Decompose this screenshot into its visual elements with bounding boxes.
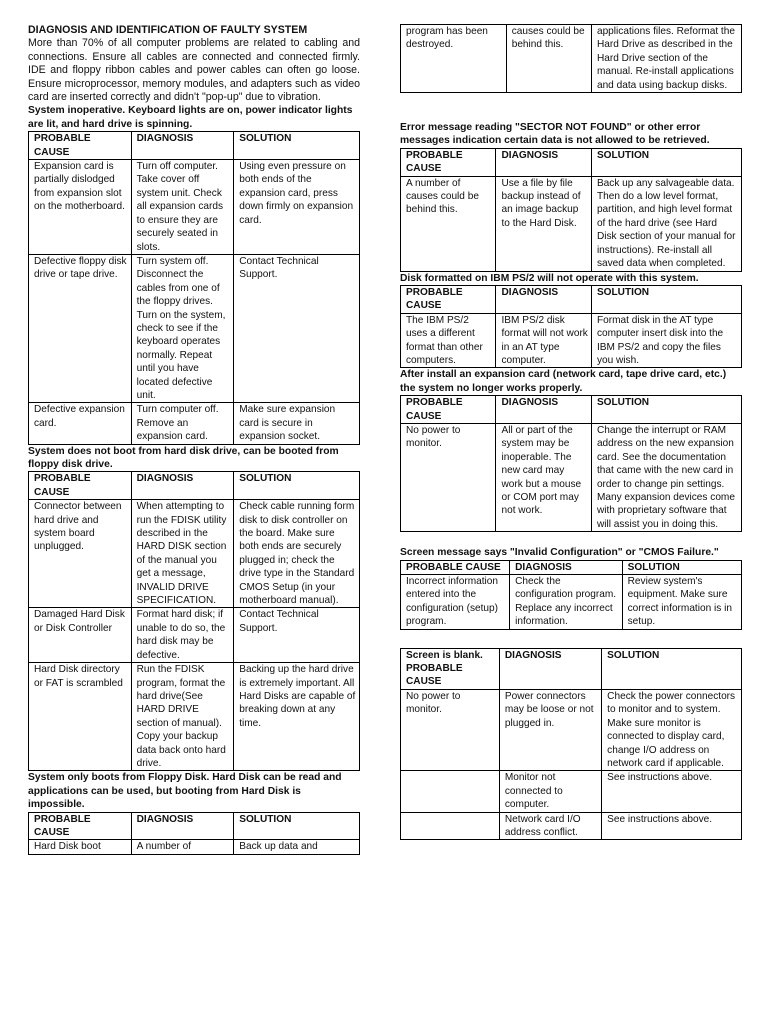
cell-diagnosis: All or part of the system may be inoperable. The new card may work but a mouse or COM port may not work. [496, 423, 591, 531]
cell-solution: Review system's equipment. Make sure correct information is in setup. [622, 575, 741, 630]
header-diagnosis: DIAGNOSIS [131, 472, 234, 500]
table-header-row [401, 285, 742, 313]
cell-solution: Format disk in the AT type computer insert disk into the IBM PS/2 and copy the files you wish. [591, 313, 741, 368]
cell-solution: Check cable running form disk to disk controller on the board. Make sure both ends are securely plugged in; check the drive type in the Standard CMOS Setup (in your motherboard manual). [234, 500, 360, 608]
cell-cause: Connector between hard drive and system board unplugged. [29, 500, 132, 608]
header-solution: SOLUTION [234, 472, 360, 500]
cell-diagnosis: Turn off computer. Take cover off system unit. Check all expansion cards to ensure they are securely seated in slots. [131, 160, 234, 255]
table-ibm-ps2 [400, 285, 742, 368]
table-screen-blank [400, 648, 742, 841]
table-row [29, 663, 360, 771]
section-title-floppy-only-boot: System only boots from Floppy Disk. Hard Disk can be read and applications can be used, but booting from Hard Disk is impossible. [28, 772, 342, 811]
header-solution: SOLUTION [591, 148, 741, 176]
left-column [28, 24, 360, 855]
cell-diagnosis: Format hard disk; if unable to do so, the hard disk may be defective. [131, 608, 234, 663]
cell-solution: Check the power connectors to monitor and to system. Make sure monitor is connected to display card, change I/O address on network card if applicable. [602, 689, 742, 770]
header-solution: SOLUTION [591, 285, 741, 313]
cell-cause: Expansion card is partially dislodged from expansion slot on the motherboard. [29, 160, 132, 255]
table-row [29, 403, 360, 444]
header-solution: SOLUTION [591, 396, 741, 424]
header-solution: SOLUTION [234, 132, 360, 160]
table-sector-not-found [400, 148, 742, 272]
cell-diagnosis: A number of [131, 840, 234, 854]
cell-solution: Make sure expansion card is secure in expansion socket. [234, 403, 360, 444]
cell-solution: Change the interrupt or RAM address on the new expansion card. See the documentation that came with the new card in order to change pin settings. Many expansion devices come with proprietary software that will assist you in doing this. [591, 423, 741, 531]
cell-diagnosis: causes could be behind this. [506, 25, 591, 93]
cell-diagnosis: Turn computer off. Remove an expansion card. [131, 403, 234, 444]
intro-paragraph: More than 70% of all computer problems are related to cabling and connections. Ensure all cables are connected and connected firmly. IDE and floppy ribbon cables and power cables can often go loose. Ensure microprocessor, memory modules, and adapters such as video card are inserted correctly and didn't "pop-up" due to vibration. [28, 37, 360, 104]
table-header-row [29, 812, 360, 840]
header-probable-cause: PROBABLE CAUSE [401, 148, 496, 176]
cell-diagnosis: Turn system off. Disconnect the cables from one of the floppy drives. Turn on the system, check to see if the keyboard operates normally. Repeat until you have located defective unit. [131, 254, 234, 402]
cell-solution: Contact Technical Support. [234, 254, 360, 402]
cell-cause: Defective expansion card. [29, 403, 132, 444]
cell-diagnosis: Power connectors may be loose or not plugged in. [499, 689, 601, 770]
cell-solution: Contact Technical Support. [234, 608, 360, 663]
header-probable-cause: PROBABLE CAUSE [401, 396, 496, 424]
table-row [401, 25, 742, 93]
table-no-boot-hdd [28, 471, 360, 771]
cell-diagnosis: Network card I/O address conflict. [499, 812, 601, 840]
table-continuation [400, 24, 742, 93]
cell-diagnosis: When attempting to run the FDISK utility described in the HARD DISK section of the manual you get a message, INVALID DRIVE SPECIFICATION. [131, 500, 234, 608]
cell-cause: Hard Disk directory or FAT is scrambled [29, 663, 132, 771]
table-row [401, 313, 742, 368]
header-solution: SOLUTION [622, 560, 741, 574]
cell-cause: Damaged Hard Disk or Disk Controller [29, 608, 132, 663]
table-row [401, 176, 742, 271]
cell-solution: See instructions above. [602, 812, 742, 840]
table-header-row [401, 648, 742, 689]
table-row [29, 160, 360, 255]
table-row [29, 840, 360, 854]
cell-cause: A number of causes could be behind this. [401, 176, 496, 271]
cell-cause [401, 812, 500, 840]
table-row [401, 771, 742, 812]
cell-diagnosis: Use a file by file backup instead of an image backup to the Hard Disk. [496, 176, 591, 271]
table-floppy-only-boot [28, 812, 360, 855]
header-probable-cause: PROBABLE CAUSE [401, 285, 496, 313]
header-diagnosis: DIAGNOSIS [496, 148, 591, 176]
cell-solution: Back up any salvageable data. Then do a low level format, partition, and high level format of the hard drive (see Hard Disk section of your manual for instructions). Re-install all saved data when completed. [591, 176, 741, 271]
cell-solution: See instructions above. [602, 771, 742, 812]
table-row [401, 423, 742, 531]
cell-cause: No power to monitor. [401, 423, 496, 531]
section-title-expansion-card: After install an expansion card (network card, tape drive card, etc.) the system no longer works properly. [400, 369, 727, 394]
cell-cause: Incorrect information entered into the configuration (setup) program. [401, 575, 510, 630]
header-diagnosis: DIAGNOSIS [496, 285, 591, 313]
cell-diagnosis: IBM PS/2 disk format will not work in an AT type computer. [496, 313, 591, 368]
table-system-inoperative [28, 131, 360, 444]
header-solution: SOLUTION [234, 812, 360, 840]
table-row [29, 608, 360, 663]
table-header-row [29, 132, 360, 160]
cell-solution: Using even pressure on both ends of the expansion card, press down firmly on expansion card. [234, 160, 360, 255]
table-row [401, 689, 742, 770]
table-row [29, 254, 360, 402]
cell-cause: No power to monitor. [401, 689, 500, 770]
cell-diagnosis: Run the FDISK program, format the hard drive(See HARD DRIVE section of manual). Copy your backup data back onto hard drive. [131, 663, 234, 771]
header-solution: SOLUTION [602, 648, 742, 689]
table-row [401, 812, 742, 840]
table-header-row [401, 396, 742, 424]
section-title-cmos-failure: Screen message says "Invalid Configuration" or "CMOS Failure." [400, 547, 719, 559]
right-column [400, 24, 742, 840]
header-diagnosis: DIAGNOSIS [131, 812, 234, 840]
cell-cause: program has been destroyed. [401, 25, 507, 93]
cell-solution: applications files. Reformat the Hard Drive as described in the Hard Drive section of the manual. Re-install applications and data using backup disks. [591, 25, 741, 93]
table-header-row [29, 472, 360, 500]
table-header-row [401, 560, 742, 574]
section-title-ibm-ps2: Disk formatted on IBM PS/2 will not operate with this system. [400, 272, 699, 284]
header-screen-blank-cause: Screen is blank. PROBABLE CAUSE [401, 648, 500, 689]
header-diagnosis: DIAGNOSIS [131, 132, 234, 160]
document-heading: DIAGNOSIS AND IDENTIFICATION OF FAULTY SYSTEM [28, 24, 308, 36]
header-probable-cause: PROBABLE CAUSE [29, 812, 132, 840]
cell-solution: Backing up the hard drive is extremely important. All Hard Disks are capable of breaking down at any time. [234, 663, 360, 771]
header-diagnosis: DIAGNOSIS [510, 560, 623, 574]
header-diagnosis: DIAGNOSIS [499, 648, 601, 689]
cell-diagnosis: Check the configuration program. Replace any incorrect information. [510, 575, 623, 630]
section-title-sector-not-found: Error message reading "SECTOR NOT FOUND" or other error messages indication certain data is not allowed to be retrieved. [400, 122, 710, 147]
cell-solution: Back up data and [234, 840, 360, 854]
section-title-system-inoperative: System inoperative. Keyboard lights are on, power indicator lights are lit, and hard drive is spinning. [28, 105, 353, 130]
header-probable-cause: PROBABLE CAUSE [29, 472, 132, 500]
table-expansion-card [400, 395, 742, 532]
header-probable-cause: PROBABLE CAUSE [401, 560, 510, 574]
header-probable-cause: PROBABLE CAUSE [29, 132, 132, 160]
section-title-no-boot-hdd: System does not boot from hard disk drive, can be booted from floppy disk drive. [28, 445, 339, 470]
cell-cause: Hard Disk boot [29, 840, 132, 854]
cell-diagnosis: Monitor not connected to computer. [499, 771, 601, 812]
table-row [29, 500, 360, 608]
cell-cause: The IBM PS/2 uses a different format than other computers. [401, 313, 496, 368]
table-cmos-failure [400, 560, 742, 630]
cell-cause: Defective floppy disk drive or tape drive. [29, 254, 132, 402]
cell-cause [401, 771, 500, 812]
table-row [401, 575, 742, 630]
table-header-row [401, 148, 742, 176]
header-diagnosis: DIAGNOSIS [496, 396, 591, 424]
